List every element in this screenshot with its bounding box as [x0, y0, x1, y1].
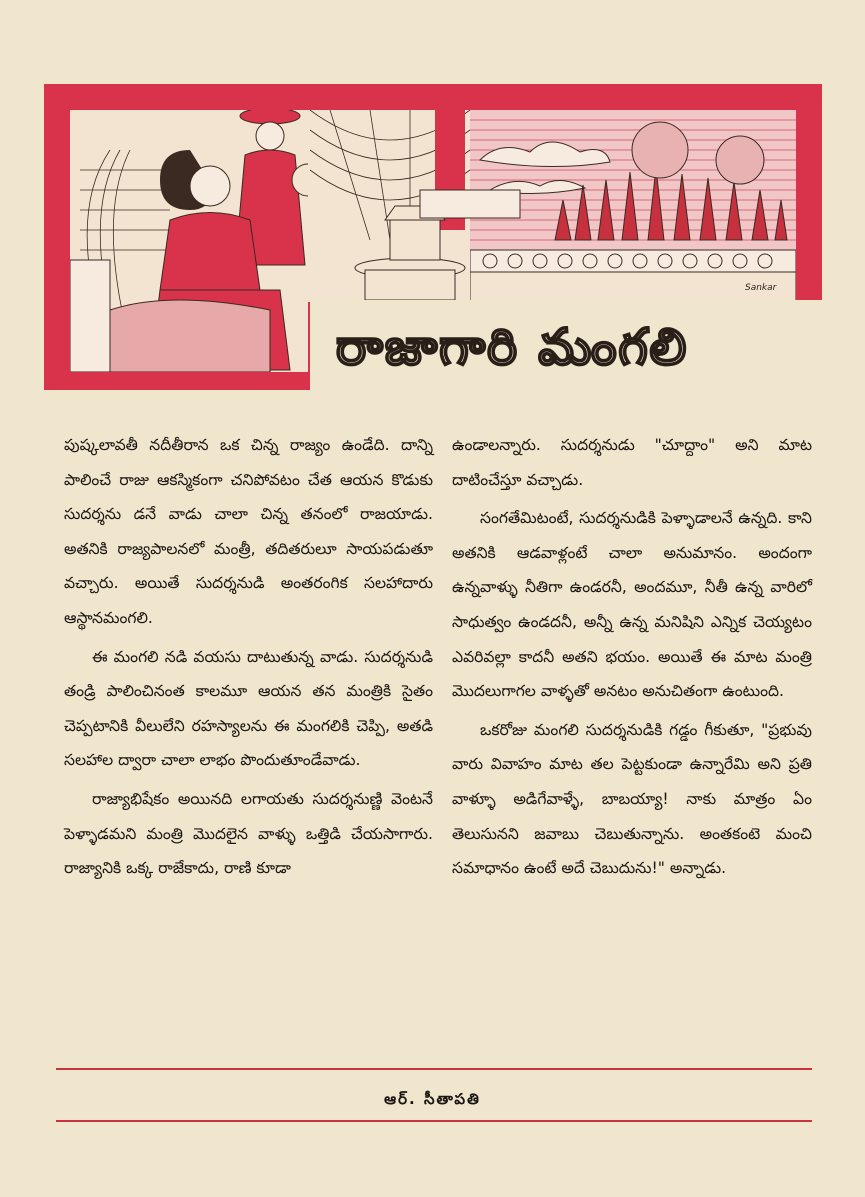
left-column — [64, 428, 433, 886]
paragraph: ఈ మంగలి నడి వయసు దాటుతున్న వాడు. సుదర్శనుడి తండ్రి పాలించినంత కాలమూ ఆయన తన మంత్రికి సైతం చెప్పటానికి వీలులేని రహస్యాలను ఈ మంగలికి చెప్పి, అతడి సలహాల ద్వారా చాలా లాభం పొందుతూండేవాడు. — [64, 647, 433, 770]
paragraph: పుష్కలావతీ నదీతీరాన ఒక చిన్న రాజ్యం ఉండేది. దాన్ని పాలించే రాజు ఆకస్మికంగా చనిపోవటం చేత ఆయన కొడుకు సుదర్శను డనే వాడు చాలా చిన్న తనంలో రాజయాడు. అతనికి రాజ్యపాలనలో మంత్రీ, తదితరులూ సాయపడుతూ వచ్చారు. అయితే సుదర్శనుడి అంతరంగిక సలహాదారు ఆస్థానమంగలి. — [64, 436, 433, 627]
right-column — [452, 428, 812, 886]
illustration-left-figures — [70, 110, 308, 372]
author-byline: ఆర్. సీతాపతి — [384, 1090, 481, 1108]
paragraph: సంగతేమిటంటే, సుదర్శనుడికి పెళ్ళాడాలనే ఉన్నది. కాని అతనికి ఆడవాళ్లంటే చాలా అనుమానం. అందంగా ఉన్నవాళ్ళు నీతిగా ఉండరనీ, అందమూ, నీతీ ఉన్న వారిలో సాధుత్వం ఉండదనీ, అన్నీ ఉన్న మనిషిని ఎన్నిక చెయ్యటం ఎవరివల్లా కాదనీ అతని భయం. అయితే ఈ మాట మంత్రి మొదలుగాగల వాళ్ళతో అనటం అనుచితంగా ఉంటుంది. — [452, 509, 812, 701]
story-title: రాజాగారి మంగలి — [336, 317, 689, 376]
divider-top — [56, 1068, 812, 1070]
paragraph: రాజ్యాభిషేకం అయినది లగాయతు సుదర్శనుణ్ణి వెంటనే పెళ్ళాడమని మంత్రి మొదలైన వాళ్ళు ఒత్తిడి చేయసాగారు. రాజ్యానికి ఒక్క రాజేకాదు, రాణి కూడా — [64, 789, 433, 878]
paragraph: ఒకరోజు మంగలి సుదర్శనుడికి గడ్డం గీకుతూ, "ప్రభువు వారు వివాహం మాట తల పెట్టకుండా ఉన్నారేమి అని ప్రతి వాళ్ళూ అడిగేవాళ్ళే, బాబయ్యా! నాకు మాత్రం ఏం తెలుసునని జవాబు చెబుతున్నాను. అంతకంటె మంచి సమాధానం ఉంటే అదే చెబుదును!" అన్నాడు. — [452, 720, 812, 878]
paragraph: ఉండాలన్నారు. సుదర్శనుడు "చూద్దాం" అని మాట దాటించేస్తూ వచ్చాడు. — [452, 436, 812, 489]
illustrator-signature: Sankar — [745, 283, 777, 293]
divider-bottom — [56, 1120, 812, 1122]
